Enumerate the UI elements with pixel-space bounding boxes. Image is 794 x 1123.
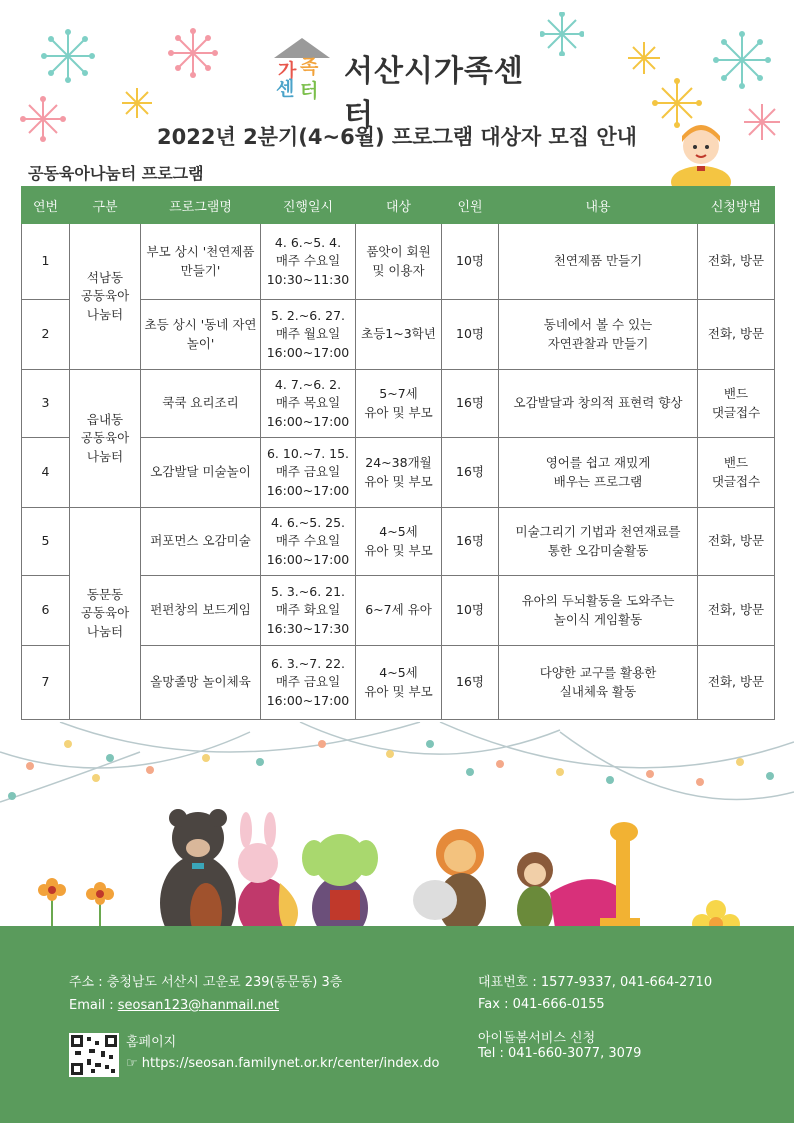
headcount: 16명 <box>442 508 499 576</box>
homepage-label: 홈페이지 <box>126 1035 177 1050</box>
table-row <box>22 370 775 438</box>
target: 초등1~3학년 <box>356 300 442 370</box>
service-tel: Tel : 041-660-3077, 3079 <box>478 1046 642 1061</box>
row-number: 1 <box>22 224 70 300</box>
program-name: 부모 상시 '천연제품 만들기' <box>141 224 261 300</box>
footer <box>0 926 794 1123</box>
content: 미술그리기 기법과 천연재료를 통한 오감미술활동 <box>499 508 698 576</box>
apply-method: 전화, 방문 <box>698 224 775 300</box>
program-name: 쿡쿡 요리조리 <box>141 370 261 438</box>
schedule: 4. 6.~5. 25. 매주 수요일 16:00~17:00 <box>261 508 356 576</box>
sparkle-icon <box>168 28 218 78</box>
target: 6~7세 유아 <box>356 576 442 646</box>
sparkle-icon <box>120 86 154 120</box>
headcount: 10명 <box>442 224 499 300</box>
apply-method: 전화, 방문 <box>698 300 775 370</box>
table-row <box>22 224 775 300</box>
headcount: 16명 <box>442 438 499 508</box>
column-header: 내용 <box>499 187 698 224</box>
table-row <box>22 508 775 576</box>
schedule: 6. 3.~7. 22. 매주 금요일 16:00~17:00 <box>261 646 356 720</box>
email-row <box>69 998 279 1013</box>
column-header: 프로그램명 <box>141 187 261 224</box>
target: 4~5세 유아 및 부모 <box>356 646 442 720</box>
apply-method: 전화, 방문 <box>698 646 775 720</box>
table-header-row <box>22 187 775 224</box>
content: 다양한 교구를 활용한 실내체육 활동 <box>499 646 698 720</box>
row-number: 7 <box>22 646 70 720</box>
target: 4~5세 유아 및 부모 <box>356 508 442 576</box>
headcount: 16명 <box>442 370 499 438</box>
schedule: 4. 6.~5. 4. 매주 수요일 10:30~11:30 <box>261 224 356 300</box>
program-name: 초등 상시 '동네 자연놀이' <box>141 300 261 370</box>
column-header: 인원 <box>442 187 499 224</box>
program-table <box>21 186 775 720</box>
email-label: Email : <box>69 998 118 1013</box>
sparkle-icon <box>540 12 584 56</box>
row-number: 4 <box>22 438 70 508</box>
address: 주소 : 충청남도 서산시 고운로 239(동문동) 3층 <box>69 975 343 990</box>
headcount: 16명 <box>442 646 499 720</box>
program-name: 펀펀창의 보드게임 <box>141 576 261 646</box>
page-title: 2022년 2분기(4~6월) 프로그램 대상자 모집 안내 <box>157 125 637 149</box>
section-subtitle: 공동육아나눔터 프로그램 <box>28 164 204 183</box>
homepage-link[interactable]: ☞ https://seosan.familynet.or.kr/center/index.do <box>126 1056 440 1071</box>
group-cell: 동문동 공동육아 나눔터 <box>70 508 141 720</box>
flower-icon <box>38 876 118 930</box>
content: 동네에서 볼 수 있는 자연관찰과 만들기 <box>499 300 698 370</box>
headcount: 10명 <box>442 300 499 370</box>
org-name: 서산시가족센터 <box>344 54 524 133</box>
content: 유아의 두뇌활동을 도와주는 놀이식 게임활동 <box>499 576 698 646</box>
apply-method: 전화, 방문 <box>698 576 775 646</box>
target: 24~38개월 유아 및 부모 <box>356 438 442 508</box>
content: 천연제품 만들기 <box>499 224 698 300</box>
apply-method: 밴드 댓글접수 <box>698 370 775 438</box>
schedule: 5. 3.~6. 21. 매주 화요일 16:30~17:30 <box>261 576 356 646</box>
schedule: 4. 7.~6. 2. 매주 목요일 16:00~17:00 <box>261 370 356 438</box>
column-header: 대상 <box>356 187 442 224</box>
row-number: 3 <box>22 370 70 438</box>
content: 영어를 쉽고 재밌게 배우는 프로그램 <box>499 438 698 508</box>
apply-method: 밴드 댓글접수 <box>698 438 775 508</box>
phone: 대표번호 : 1577-9337, 041-664-2710 <box>478 975 713 990</box>
column-header: 연번 <box>22 187 70 224</box>
qr-code-icon[interactable] <box>69 1033 119 1077</box>
target: 품앗이 회원 및 이용자 <box>356 224 442 300</box>
schedule: 6. 10.~7. 15. 매주 금요일 16:00~17:00 <box>261 438 356 508</box>
apply-method: 전화, 방문 <box>698 508 775 576</box>
group-cell: 읍내동 공동육아 나눔터 <box>70 370 141 508</box>
program-name: 올망졸망 놀이체육 <box>141 646 261 720</box>
sparkle-icon <box>40 28 96 84</box>
email-link[interactable]: seosan123@hanmail.net <box>117 998 279 1013</box>
headcount: 10명 <box>442 576 499 646</box>
row-number: 5 <box>22 508 70 576</box>
sparkle-icon <box>626 40 662 76</box>
column-header: 진행일시 <box>261 187 356 224</box>
group-cell: 석남동 공동육아 나눔터 <box>70 224 141 370</box>
column-header: 구분 <box>70 187 141 224</box>
target: 5~7세 유아 및 부모 <box>356 370 442 438</box>
sparkle-icon <box>712 30 772 90</box>
row-number: 6 <box>22 576 70 646</box>
fax: Fax : 041-666-0155 <box>478 997 605 1012</box>
logo <box>272 34 542 133</box>
program-name: 오감발달 미술놀이 <box>141 438 261 508</box>
row-number: 2 <box>22 300 70 370</box>
content: 오감발달과 창의적 표현력 향상 <box>499 370 698 438</box>
column-header: 신청방법 <box>698 187 775 224</box>
program-name: 퍼포먼스 오감미술 <box>141 508 261 576</box>
schedule: 5. 2.~6. 27. 매주 월요일 16:00~17:00 <box>261 300 356 370</box>
family-center-logo-icon: 가 족 센 터 <box>272 34 334 96</box>
service-label: 아이돌봄서비스 신청 <box>478 1031 596 1046</box>
